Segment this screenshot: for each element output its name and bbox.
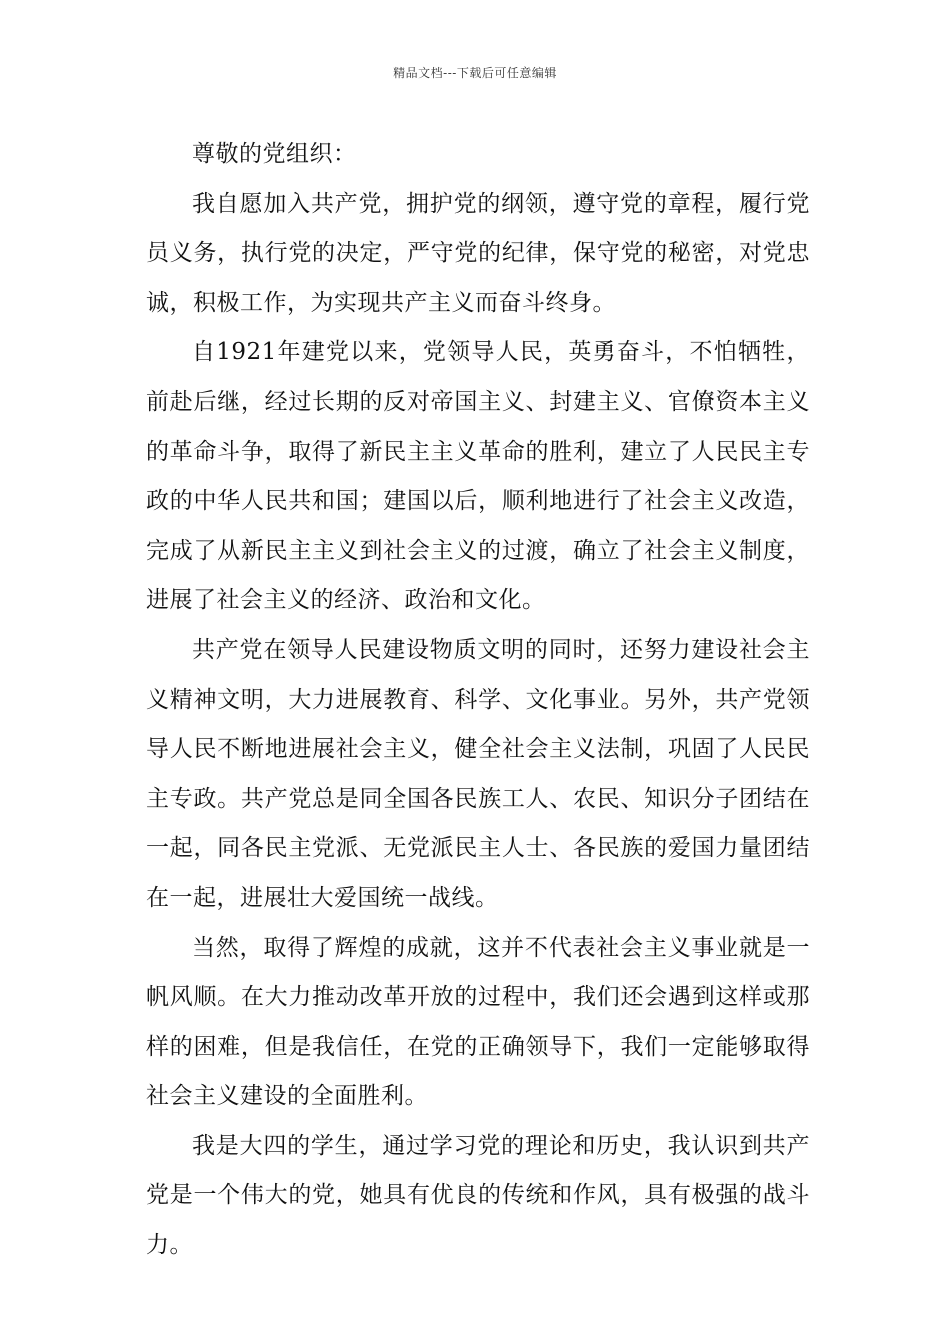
salutation: 尊敬的党组织：: [192, 141, 357, 167]
paragraph-3: 共产党在领导人民建设物质文明的同时，还努力建设社会主义精神文明，大力进展教育、科学、文化事业。另外，共产党领导人民不断地进展社会主义，健全社会主义法制，巩固了人民民主专政。共产党总是同全国各民族工人、农民、知识分子团结在一起，同各民主党派、无党派民主人士、各民族的爱国力量团结在一起，进展壮大爱国统一战线。: [146, 636, 810, 911]
paragraph-5: 我是大四的学生，通过学习党的理论和历史，我认识到共产党是一个伟大的党，她具有优良的传统和作风，具有极强的战斗力。: [146, 1132, 810, 1259]
paragraph-4: 当然，取得了辉煌的成就，这并不代表社会主义事业就是一帆风顺。在大力推动改革开放的过程中，我们还会遇到这样或那样的困难，但是我信任，在党的正确领导下，我们一定能够取得社会主义建设的全面胜利。: [146, 934, 810, 1110]
document-body: [146, 130, 810, 1271]
paragraph-2: 自1921年建党以来，党领导人民，英勇奋斗，不怕牺牲，前赴后继，经过长期的反对帝国主义、封建主义、官僚资本主义的革命斗争，取得了新民主主义革命的胜利，建立了人民民主专政的中华人民共和国；建国以后，顺利地进行了社会主义改造，完成了从新民主主义到社会主义的过渡，确立了社会主义制度，进展了社会主义的经济、政治和文化。: [146, 339, 810, 614]
page-header: 精品文档---下载后可任意编辑: [393, 66, 557, 80]
paragraph-1: 我自愿加入共产党，拥护党的纲领，遵守党的章程，履行党员义务，执行党的决定，严守党的纪律，保守党的秘密，对党忠诚，积极工作，为实现共产主义而奋斗终身。: [146, 190, 810, 316]
